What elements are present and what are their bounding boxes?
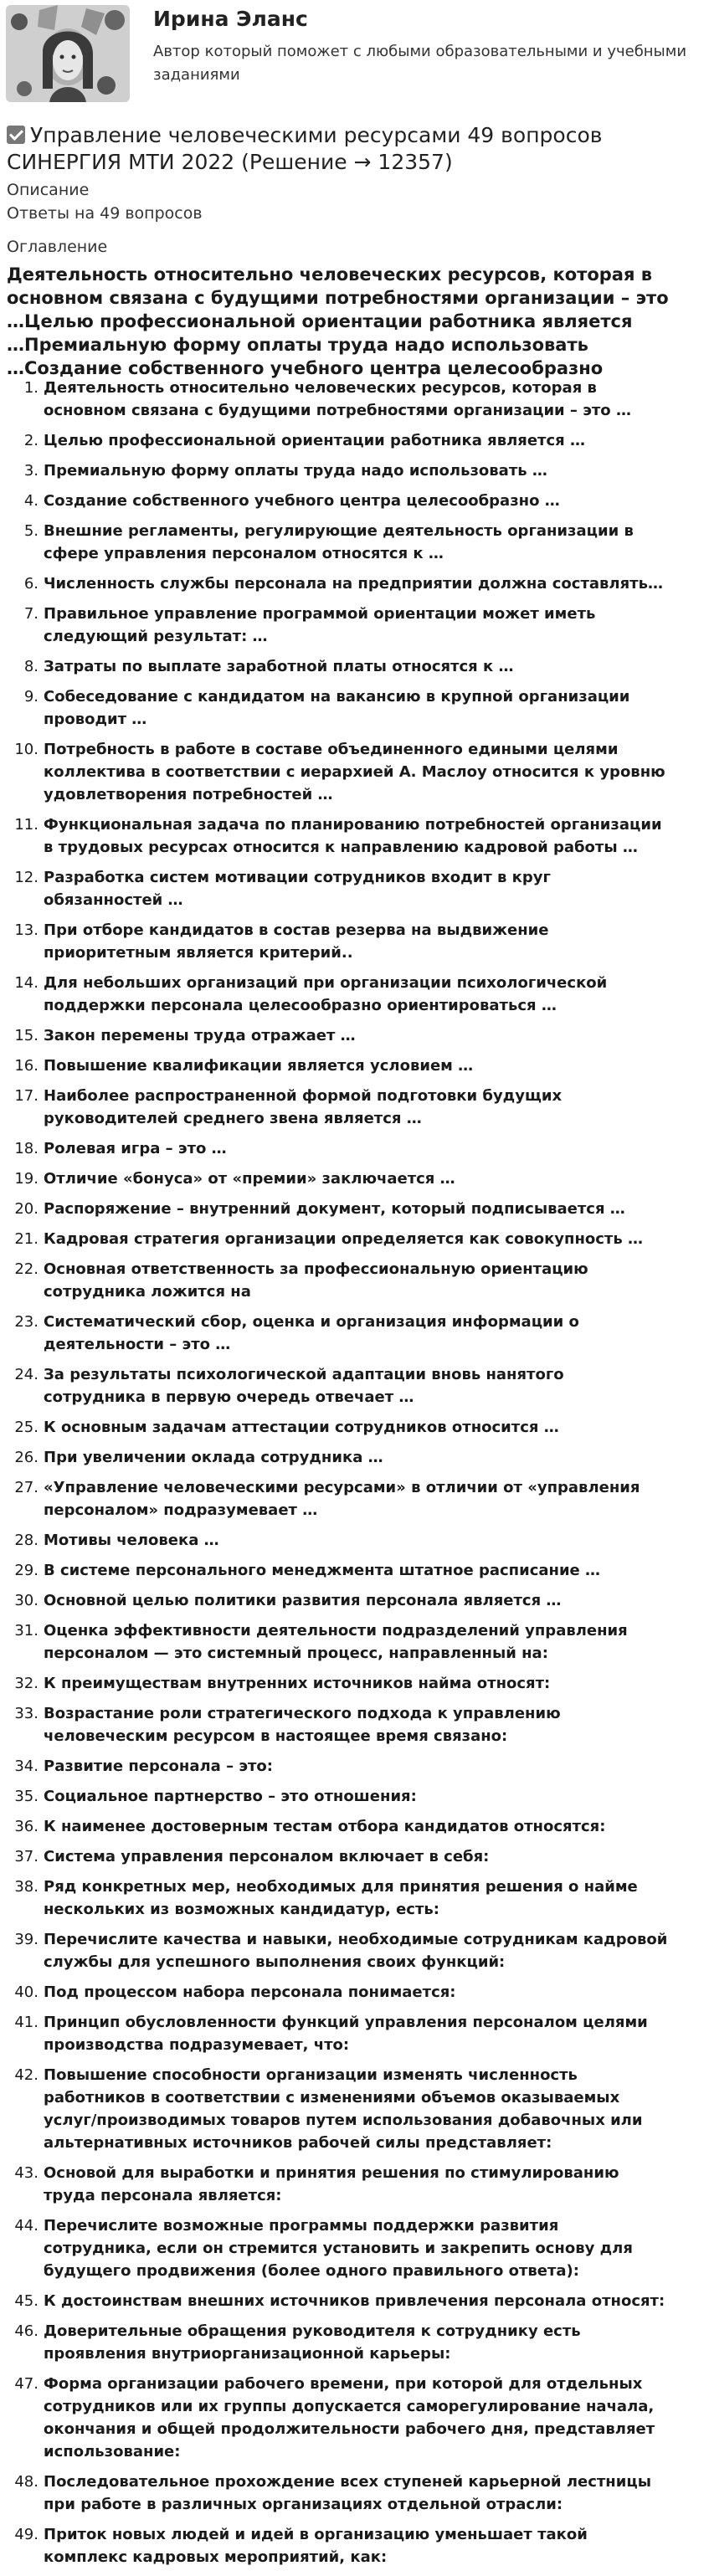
question-text-line: Систематический сбор, оценка и организация информации о	[44, 1313, 579, 1331]
question-number: 47.	[14, 2375, 39, 2393]
question-text-line: Основой для выработки и принятия решения по стимулированию	[44, 2164, 619, 2182]
question-number: 13.	[14, 921, 39, 939]
question-number: 48.	[14, 2473, 39, 2491]
question-text-line: сотрудника, если он стремится установить и закрепить основу для	[44, 2240, 633, 2257]
question-number: 22.	[14, 1260, 39, 1278]
question-text-line: приоритетным является критерий..	[44, 944, 353, 962]
question-item	[0, 813, 709, 859]
question-item	[0, 1702, 709, 1747]
question-number: 19.	[14, 1170, 39, 1188]
question-text-line: Повышение квалификации является условием …	[44, 1057, 474, 1075]
question-number: 17.	[14, 1087, 39, 1105]
toc-title	[7, 263, 701, 380]
author-description: Автор который поможет с любыми образовательными и учебными заданиями	[153, 43, 687, 84]
question-item	[0, 1845, 709, 1868]
question-number: 27.	[14, 1479, 39, 1496]
question-number: 34.	[14, 1758, 39, 1775]
question-item	[0, 1559, 709, 1582]
question-number: 8.	[23, 658, 39, 675]
question-text-line: проявления внутриорганизационной карьеры:	[44, 2345, 451, 2363]
question-item	[0, 2523, 709, 2568]
question-text	[44, 2373, 705, 2463]
question-text-line: Разработка систем мотивации сотрудников входит в круг	[44, 869, 551, 886]
question-text-line: Социальное партнерство – это отношения:	[44, 1788, 417, 1805]
question-text-line: человеческим ресурсом в настоящее время связано:	[44, 1727, 508, 1745]
question-number: 15.	[14, 1027, 39, 1044]
description-label: Описание	[7, 181, 90, 199]
question-item	[0, 1785, 709, 1808]
question-number: 49.	[14, 2526, 39, 2543]
question-text-line: Основная ответственность за профессиональную ориентацию	[44, 1260, 588, 1278]
question-text-line: Перечислите возможные программы поддержки развития	[44, 2217, 559, 2235]
question-item	[0, 1024, 709, 1047]
question-text-line: сотрудника в первую очередь отвечает …	[44, 1388, 414, 1406]
question-text	[44, 2290, 705, 2312]
question-item	[0, 429, 709, 452]
question-text-line: Перечислите качества и навыки, необходимые сотрудникам кадровой	[44, 1931, 668, 1948]
question-number: 37.	[14, 1848, 39, 1865]
question-text	[44, 1815, 705, 1838]
question-number: 46.	[14, 2322, 39, 2340]
question-text-line: сфере управления персоналом относятся к …	[44, 545, 444, 562]
question-text-line: В системе персонального менеджмента штатное расписание …	[44, 1562, 601, 1579]
question-number: 29.	[14, 1562, 39, 1579]
question-number: 20.	[14, 1200, 39, 1218]
question-number: 14.	[14, 974, 39, 992]
question-text-line: Собеседование с кандидатом на вакансию в крупной организации	[44, 688, 630, 706]
question-text-line: услуг/производимых товаров путем использования добавочных или	[44, 2112, 643, 2129]
question-number: 42.	[14, 2066, 39, 2084]
question-item	[0, 1815, 709, 1838]
question-text	[44, 1672, 705, 1695]
question-item	[0, 1981, 709, 2004]
question-text-line: К наименее достоверным тестам отбора кандидатов относятся:	[44, 1818, 606, 1835]
question-text-line: удовлетворения потребностей …	[44, 786, 333, 803]
author-name[interactable]: Ирина Эланс	[153, 7, 308, 31]
question-text	[44, 1137, 705, 1160]
question-item	[0, 1446, 709, 1469]
question-number: 4.	[23, 492, 39, 510]
question-item	[0, 1672, 709, 1695]
question-number: 23.	[14, 1313, 39, 1331]
question-number: 39.	[14, 1931, 39, 1948]
question-text	[44, 2064, 705, 2154]
page-title	[7, 122, 701, 176]
question-number: 7.	[23, 605, 39, 623]
toc-title-line: …Премиальную форму оплаты труда надо использовать	[7, 335, 588, 355]
question-number: 35.	[14, 1788, 39, 1805]
question-text	[44, 1559, 705, 1582]
question-text-line: Под процессом набора персонала понимается:	[44, 1983, 456, 2001]
question-item	[0, 1619, 709, 1665]
question-text-line: Ряд конкретных мер, необходимых для принятия решения о найме	[44, 1878, 638, 1896]
question-number: 40.	[14, 1983, 39, 2001]
question-text	[44, 1024, 705, 1047]
question-text-line: Деятельность относительно человеческих ресурсов, которая в	[44, 379, 597, 397]
question-text	[44, 866, 705, 911]
question-list	[0, 377, 709, 2576]
question-text	[44, 1529, 705, 1552]
question-text-line: окончания и общей продолжительности рабочего дня, представляет	[44, 2420, 655, 2438]
question-text	[44, 1785, 705, 1808]
question-item	[0, 1167, 709, 1190]
toc-title-line: основном связана с будущими потребностями организации – это	[7, 288, 669, 308]
question-item	[0, 2214, 709, 2282]
question-text-line: нескольких из возможных кандидатур, есть:	[44, 1901, 439, 1918]
question-text-line: Правильное управление программой ориентации может иметь	[44, 605, 596, 623]
question-number: 2.	[23, 432, 39, 449]
question-number: 6.	[23, 575, 39, 593]
question-item	[0, 520, 709, 565]
question-text-line: Повышение способности организации изменять численность	[44, 2066, 578, 2084]
question-number: 38.	[14, 1878, 39, 1896]
question-text-line: Закон перемены труда отражает …	[44, 1027, 356, 1044]
question-text-line: поддержки персонала целесообразно ориентироваться …	[44, 997, 557, 1014]
question-text	[44, 919, 705, 964]
question-number: 25.	[14, 1419, 39, 1436]
question-text-line: сотрудника ложится на	[44, 1283, 251, 1301]
question-text	[44, 1876, 705, 1921]
question-item	[0, 603, 709, 648]
question-number: 28.	[14, 1532, 39, 1549]
question-text-line: при работе в различных организациях отдельной отрасли:	[44, 2496, 563, 2513]
question-item	[0, 2162, 709, 2207]
question-item	[0, 972, 709, 1017]
question-text	[44, 1981, 705, 2004]
question-text	[44, 972, 705, 1017]
question-text	[44, 603, 705, 648]
question-text-line: сотрудников или их группы допускается саморегулирование начала,	[44, 2398, 655, 2415]
question-item	[0, 2471, 709, 2516]
question-number: 43.	[14, 2164, 39, 2182]
question-text	[44, 459, 705, 482]
question-number: 30.	[14, 1592, 39, 1609]
question-text-line: Функциональная задача по планированию потребностей организации	[44, 816, 662, 834]
question-number: 11.	[14, 816, 39, 834]
question-item	[0, 2011, 709, 2056]
toc-title-line: …Создание собственного учебного центра целесообразно	[7, 358, 604, 378]
question-text-line: Создание собственного учебного центра целесообразно …	[44, 492, 560, 510]
question-item	[0, 1258, 709, 1303]
question-text-line: Премиальную форму оплаты труда надо использовать …	[44, 462, 547, 480]
question-text-line: Внешние регламенты, регулирующие деятельность организации в	[44, 522, 634, 540]
question-number: 16.	[14, 1057, 39, 1075]
question-number: 24.	[14, 1366, 39, 1383]
question-text-line: Ролевая игра – это …	[44, 1140, 227, 1157]
question-number: 12.	[14, 869, 39, 886]
question-text-line: Потребность в работе в составе объединенного едиными целями	[44, 741, 619, 758]
question-number: 18.	[14, 1140, 39, 1157]
question-text-line: деятельности – это …	[44, 1336, 231, 1353]
question-text-line: «Управление человеческими ресурсами» в отличии от «управления	[44, 1479, 640, 1496]
question-item	[0, 572, 709, 595]
question-text-line: Мотивы человека …	[44, 1532, 219, 1549]
question-text-line: Для небольших организаций при организации психологической	[44, 974, 608, 992]
question-text	[44, 1928, 705, 1973]
question-text	[44, 1702, 705, 1747]
question-text-line: Численность службы персонала на предприятии должна составлять…	[44, 575, 663, 593]
question-text	[44, 2320, 705, 2365]
question-text	[44, 1085, 705, 1130]
question-number: 5.	[23, 522, 39, 540]
question-item	[0, 2373, 709, 2463]
question-number: 31.	[14, 1622, 39, 1640]
question-text-line: Система управления персоналом включает в себя:	[44, 1848, 490, 1865]
question-number: 45.	[14, 2292, 39, 2310]
question-text-line: работников в соответствии с изменениями объемов оказываемых	[44, 2089, 620, 2106]
question-text	[44, 1845, 705, 1868]
question-text	[44, 1311, 705, 1356]
question-item	[0, 1311, 709, 1356]
author-header	[0, 0, 709, 100]
question-text-line: производства подразумевает, что:	[44, 2036, 350, 2054]
question-item	[0, 1198, 709, 1220]
question-text-line: Целью профессиональной ориентации работника является …	[44, 432, 585, 449]
question-text-line: будущего продвижения (более одного правильного ответа):	[44, 2262, 579, 2280]
question-number: 26.	[14, 1449, 39, 1466]
question-text-line: К достоинствам внешних источников привлечения персонала относят:	[44, 2292, 665, 2310]
question-text-line: Последовательное прохождение всех ступеней карьерной лестницы	[44, 2473, 651, 2491]
question-text	[44, 813, 705, 859]
question-item	[0, 490, 709, 512]
question-number: 21.	[14, 1230, 39, 1248]
question-item	[0, 738, 709, 806]
question-item	[0, 1755, 709, 1778]
question-text	[44, 1619, 705, 1665]
question-text	[44, 2523, 705, 2568]
question-text	[44, 2162, 705, 2207]
question-text-line: Распоряжение – внутренний документ, который подписывается …	[44, 1200, 625, 1218]
question-text	[44, 1446, 705, 1469]
question-text-line: Оценка эффективности деятельности подразделений управления	[44, 1622, 628, 1640]
question-text-line: персоналом» подразумевает …	[44, 1501, 318, 1519]
question-text	[44, 655, 705, 678]
question-text	[44, 1416, 705, 1439]
question-text-line: Основной целью политики развития персонала является …	[44, 1592, 562, 1609]
question-item	[0, 866, 709, 911]
question-item	[0, 655, 709, 678]
question-text-line: использование:	[44, 2443, 181, 2461]
question-text	[44, 429, 705, 452]
question-text	[44, 2214, 705, 2282]
question-item	[0, 2290, 709, 2312]
question-text-line: в трудовых ресурсах относится к направлению кадровой работы …	[44, 839, 638, 856]
question-text-line: При отборе кандидатов в состав резерва на выдвижение	[44, 921, 549, 939]
description-text: Ответы на 49 вопросов	[7, 204, 203, 223]
question-number: 41.	[14, 2014, 39, 2031]
question-number: 10.	[14, 741, 39, 758]
question-text-line: основном связана с будущими потребностями организации – это …	[44, 402, 631, 419]
question-number: 3.	[23, 462, 39, 480]
question-text-line: Принцип обусловленности функций управления персоналом целями	[44, 2014, 648, 2031]
question-text-line: Форма организации рабочего времени, при которой для отдельных	[44, 2375, 643, 2393]
question-text-line: При увеличении оклада сотрудника …	[44, 1449, 383, 1466]
question-text-line: К преимуществам внутренних источников найма относят:	[44, 1675, 551, 1692]
toc-label: Оглавление	[7, 238, 108, 256]
question-item	[0, 1589, 709, 1612]
question-text	[44, 572, 705, 595]
question-item	[0, 1055, 709, 1077]
question-text	[44, 490, 705, 512]
question-text-line: руководителей среднего звена является …	[44, 1110, 422, 1127]
question-text	[44, 520, 705, 565]
question-number: 44.	[14, 2217, 39, 2235]
question-text-line: коллектива в соответствии с иерархией А. Маслоу относится к уровню	[44, 763, 665, 781]
question-text-line: Приток новых людей и идей в организацию уменьшает такой	[44, 2526, 588, 2543]
question-item	[0, 1928, 709, 1973]
question-text-line: Затраты по выплате заработной платы относятся к …	[44, 658, 514, 675]
question-item	[0, 2320, 709, 2365]
page-title-text: Управление человеческими ресурсами 49 вопросов СИНЕРГИЯ МТИ 2022 (Решение → 12357)	[7, 123, 603, 174]
question-text	[44, 1589, 705, 1612]
question-text	[44, 2011, 705, 2056]
question-text	[44, 1476, 705, 1521]
question-number: 32.	[14, 1675, 39, 1692]
question-item	[0, 685, 709, 731]
question-text-line: Кадровая стратегия организации определяется как совокупность …	[44, 1230, 644, 1248]
question-item	[0, 1363, 709, 1409]
avatar-image	[6, 5, 130, 102]
question-number: 36.	[14, 1818, 39, 1835]
question-item	[0, 1529, 709, 1552]
question-text	[44, 738, 705, 806]
question-text	[44, 1228, 705, 1250]
question-item	[0, 919, 709, 964]
checkbox-checked-icon	[7, 126, 25, 144]
question-text-line: Возрастание роли стратегического подхода к управлению	[44, 1705, 561, 1722]
toc-title-line: Деятельность относительно человеческих ресурсов, которая в	[7, 264, 653, 285]
question-text-line: обязанностей …	[44, 891, 183, 909]
question-item	[0, 459, 709, 482]
toc-title-line: …Целью профессиональной ориентации работника является	[7, 311, 633, 331]
question-text-line: Отличие «бонуса» от «премии» заключается …	[44, 1170, 455, 1188]
question-text-line: проводит …	[44, 711, 147, 728]
question-text-line: Развитие персонала – это:	[44, 1758, 273, 1775]
question-item	[0, 2064, 709, 2154]
question-item	[0, 1876, 709, 1921]
question-text	[44, 377, 705, 422]
question-text	[44, 685, 705, 731]
question-text-line: К основным задачам аттестации сотрудников относится …	[44, 1419, 559, 1436]
question-text-line: труда персонала является:	[44, 2187, 282, 2204]
question-text	[44, 1055, 705, 1077]
question-text	[44, 1363, 705, 1409]
question-text	[44, 1167, 705, 1190]
question-item	[0, 1476, 709, 1521]
question-item	[0, 1416, 709, 1439]
avatar[interactable]	[6, 5, 130, 102]
question-item	[0, 1085, 709, 1130]
question-number: 33.	[14, 1705, 39, 1722]
question-item	[0, 377, 709, 422]
question-text-line: За результаты психологической адаптации вновь нанятого	[44, 1366, 564, 1383]
question-number: 1.	[23, 379, 39, 397]
question-text-line: комплекс кадровых мероприятий, как:	[44, 2548, 388, 2566]
question-text-line: персоналом — это системный процесс, направленный на:	[44, 1645, 548, 1662]
question-text-line: Наиболее распространенной формой подготовки будущих	[44, 1087, 563, 1105]
question-text-line: Доверительные обращения руководителя к сотруднику есть	[44, 2322, 581, 2340]
question-number: 9.	[23, 688, 39, 706]
question-item	[0, 1137, 709, 1160]
question-text-line: службы для успешного выполнения своих функций:	[44, 1953, 506, 1971]
question-text-line: следующий результат: …	[44, 628, 268, 645]
question-text	[44, 1198, 705, 1220]
question-text-line: альтернативных источников рабочей силы представляет:	[44, 2134, 552, 2152]
question-text	[44, 1258, 705, 1303]
question-text	[44, 2471, 705, 2516]
question-text	[44, 1755, 705, 1778]
question-item	[0, 1228, 709, 1250]
